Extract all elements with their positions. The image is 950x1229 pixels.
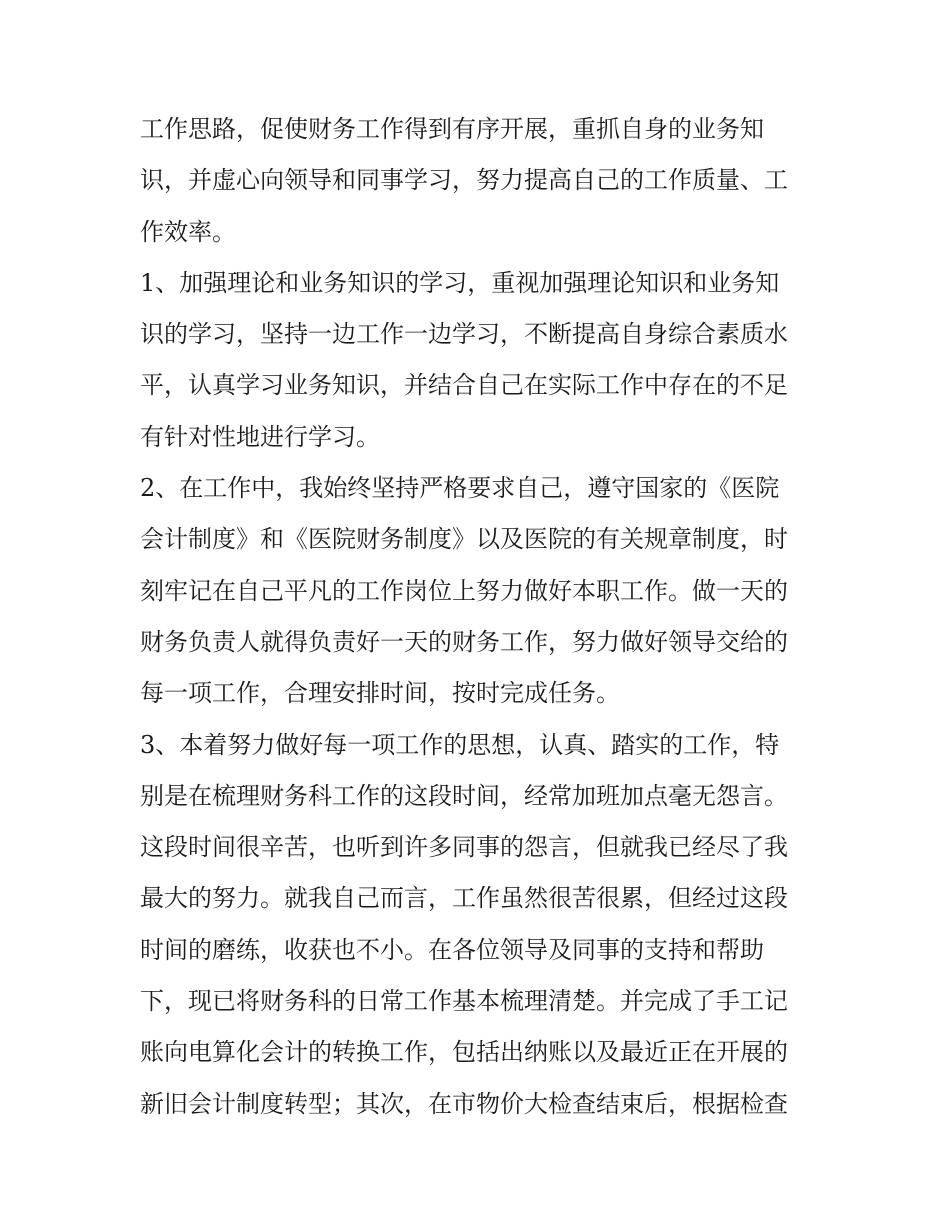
text-line: 别是在梳理财务科工作的这段时间，经常加班加点毫无怨言。 xyxy=(140,781,788,810)
text-line: 工作思路，促使财务工作得到有序开展，重抓自身的业务知 xyxy=(140,115,764,143)
text-line: 这段时间很辛苦，也听到许多同事的怨言，但就我已经尽了我 xyxy=(140,833,788,862)
text-line: 最大的努力。就我自己而言，工作虽然很苦很累，但经过这段 xyxy=(140,884,788,913)
text-line: 1、加强理论和业务知识的学习，重视加强理论知识和业务知 xyxy=(140,268,780,297)
text-line: 平，认真学习业务知识，并结合自己在实际工作中存在的不足 xyxy=(140,371,788,400)
text-line: 会计制度》和《医院财务制度》以及医院的有关规章制度，时 xyxy=(140,525,788,554)
text-line: 3、本着努力做好每一项工作的思想，认真、踏实的工作，特 xyxy=(140,730,780,759)
text-line: 有针对性地进行学习。 xyxy=(140,422,380,451)
text-line: 时间的磨练，收获也不小。在各位领导及同事的支持和帮助 xyxy=(140,935,764,964)
text-line: 识的学习，坚持一边工作一边学习，不断提高自身综合素质水 xyxy=(140,320,788,349)
text-line: 新旧会计制度转型；其次，在市物价大检查结束后，根据检查 xyxy=(140,1089,788,1118)
text-line: 下，现已将财务科的日常工作基本梳理清楚。并完成了手工记 xyxy=(140,987,788,1016)
body-text xyxy=(140,104,820,1130)
text-line: 作效率。 xyxy=(140,217,236,246)
text-line: 2、在工作中，我始终坚持严格要求自己，遵守国家的《医院 xyxy=(140,474,780,503)
text-line: 每一项工作，合理安排时间，按时完成任务。 xyxy=(140,679,620,708)
text-line: 财务负责人就得负责好一天的财务工作，努力做好领导交给的 xyxy=(140,627,788,656)
text-line: 刻牢记在自己平凡的工作岗位上努力做好本职工作。做一天的 xyxy=(140,576,788,605)
text-line: 识，并虚心向领导和同事学习，努力提高自己的工作质量、工 xyxy=(140,166,788,195)
text-line: 账向电算化会计的转换工作，包括出纳账以及最近正在开展的 xyxy=(140,1038,788,1067)
